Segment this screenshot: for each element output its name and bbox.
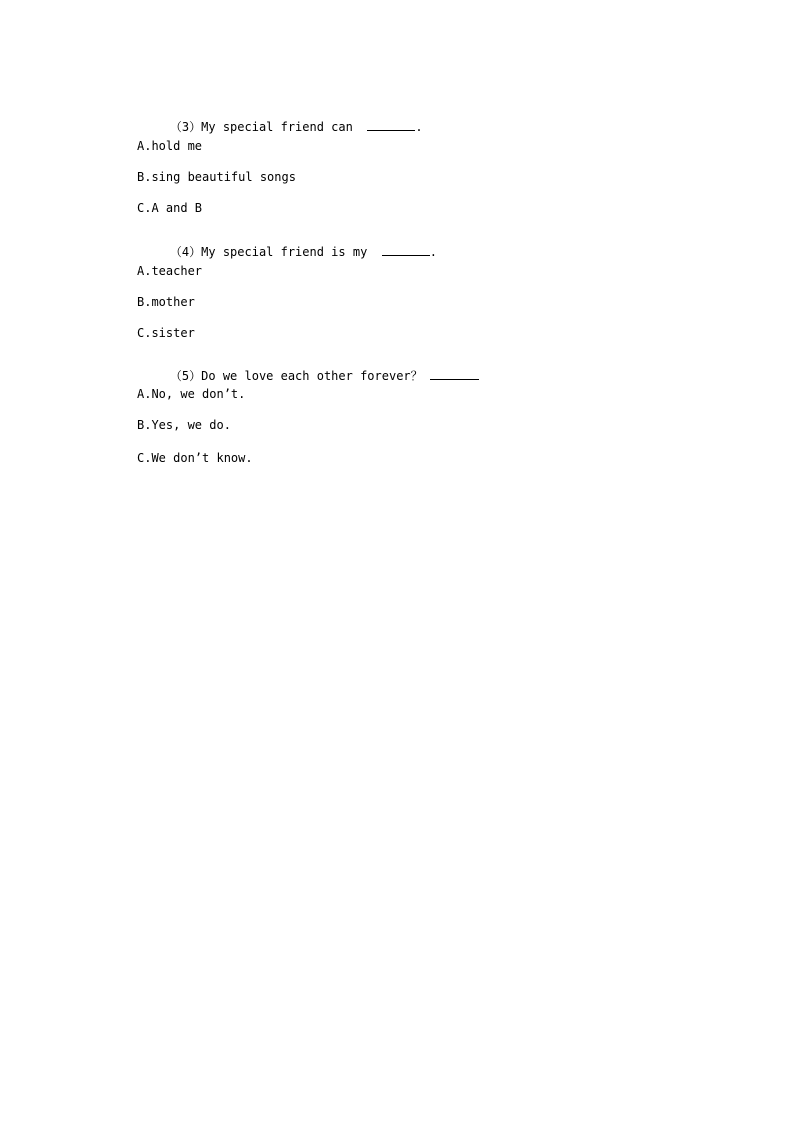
question-number: （4） <box>169 245 202 259</box>
question-number: （5） <box>169 369 202 383</box>
answer-blank[interactable] <box>382 244 430 256</box>
option-a: A.hold me <box>137 139 203 153</box>
answer-blank[interactable] <box>430 368 479 380</box>
option-c: C.sister <box>137 326 195 340</box>
question-tail: . <box>429 245 437 259</box>
option-a: A.No, we don’t. <box>137 387 246 401</box>
option-b: B.mother <box>137 295 195 309</box>
question-number: （3） <box>169 120 202 134</box>
option-c: C.We don’t know. <box>137 451 253 465</box>
question-tail: . <box>415 120 423 134</box>
question-stem: My special friend can <box>201 120 353 134</box>
question-stem: My special friend is my <box>201 245 368 259</box>
option-b: B.sing beautiful songs <box>137 170 296 184</box>
option-c: C.A and B <box>137 201 203 215</box>
option-a: A.teacher <box>137 264 203 278</box>
option-b: B.Yes, we do. <box>137 418 231 432</box>
answer-blank[interactable] <box>367 119 415 131</box>
question-stem: Do we love each other forever？ <box>201 369 423 383</box>
